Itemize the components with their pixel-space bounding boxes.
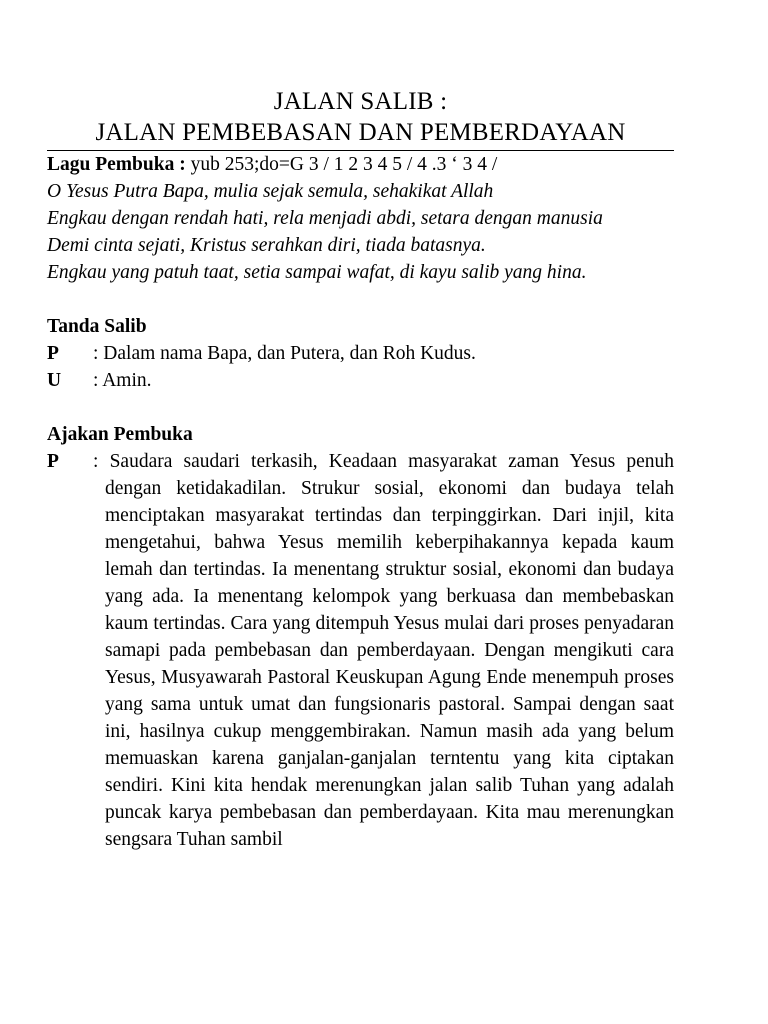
lagu-notation: yub 253;do=G 3 / 1 2 3 4 5 / 4 .3 ‘ 3 4 / — [185, 154, 498, 175]
tanda-salib-heading: Tanda Salib — [47, 316, 147, 337]
dialog-text: : Dalam nama Bapa, dan Putera, dan Roh Kudus. — [93, 343, 476, 364]
dialog-row — [47, 340, 674, 367]
title-line-2: JALAN PEMBEBASAN DAN PEMBERDAYAAN — [95, 119, 626, 146]
dialog-text: : Amin. — [93, 370, 152, 391]
speaker-label: P — [47, 451, 59, 472]
lyric-line: O Yesus Putra Bapa, mulia sejak semula, sehakikat Allah — [47, 181, 494, 202]
dialog-row — [47, 448, 674, 853]
lyric-line: Demi cinta sejati, Kristus serahkan diri, tiada batasnya. — [47, 235, 486, 256]
lagu-label: Lagu Pembuka : — [47, 154, 186, 175]
speaker-label: P — [47, 343, 59, 364]
dialog-row — [47, 367, 674, 394]
speaker-label: U — [47, 370, 62, 391]
document-page — [47, 86, 674, 853]
title-line-1: JALAN SALIB : — [273, 88, 448, 115]
ajakan-paragraph: : Saudara saudari terkasih, Keadaan masyarakat zaman Yesus penuh dengan ketidakadilan. Strukur sosial, ekonomi dan budaya telah menciptakan masyarakat tertindas dan terpinggirkan. Dari injil, kita mengetahui, bahwa Yesus memilih keberpihakannya kepada kaum lemah dan tertindas. Ia menentang struktur sosial, ekonomi dan budaya yang ada. Ia menentang kelompok yang berkuasa dan membebaskan kaum tertindas. Cara yang ditempuh Yesus mulai dari proses penyadaran samapi pada pembebasan dan pemberdayaan. Dengan mengikuti cara Yesus, Musyawarah Pastoral Keuskupan Agung Ende menempuh proses yang sama untuk umat dan fungsionaris pastoral. Sampai dengan saat ini, hasilnya cukup menggembirakan. Namun masih ada yang belum memuaskan karena ganjalan-ganjalan terntentu yang kita ciptakan sendiri. Kini kita hendak merenungkan jalan salib Tuhan yang adalah puncak karya pembebasan dan pemberdayaan. Kita mau merenungkan sengsara Tuhan sambil — [93, 451, 674, 850]
ajakan-heading: Ajakan Pembuka — [47, 424, 193, 445]
lyric-line: Engkau dengan rendah hati, rela menjadi abdi, setara dengan manusia — [47, 208, 603, 229]
lyric-line: Engkau yang patuh taat, setia sampai wafat, di kayu salib yang hina. — [47, 262, 587, 283]
lagu-pembuka — [47, 151, 674, 178]
